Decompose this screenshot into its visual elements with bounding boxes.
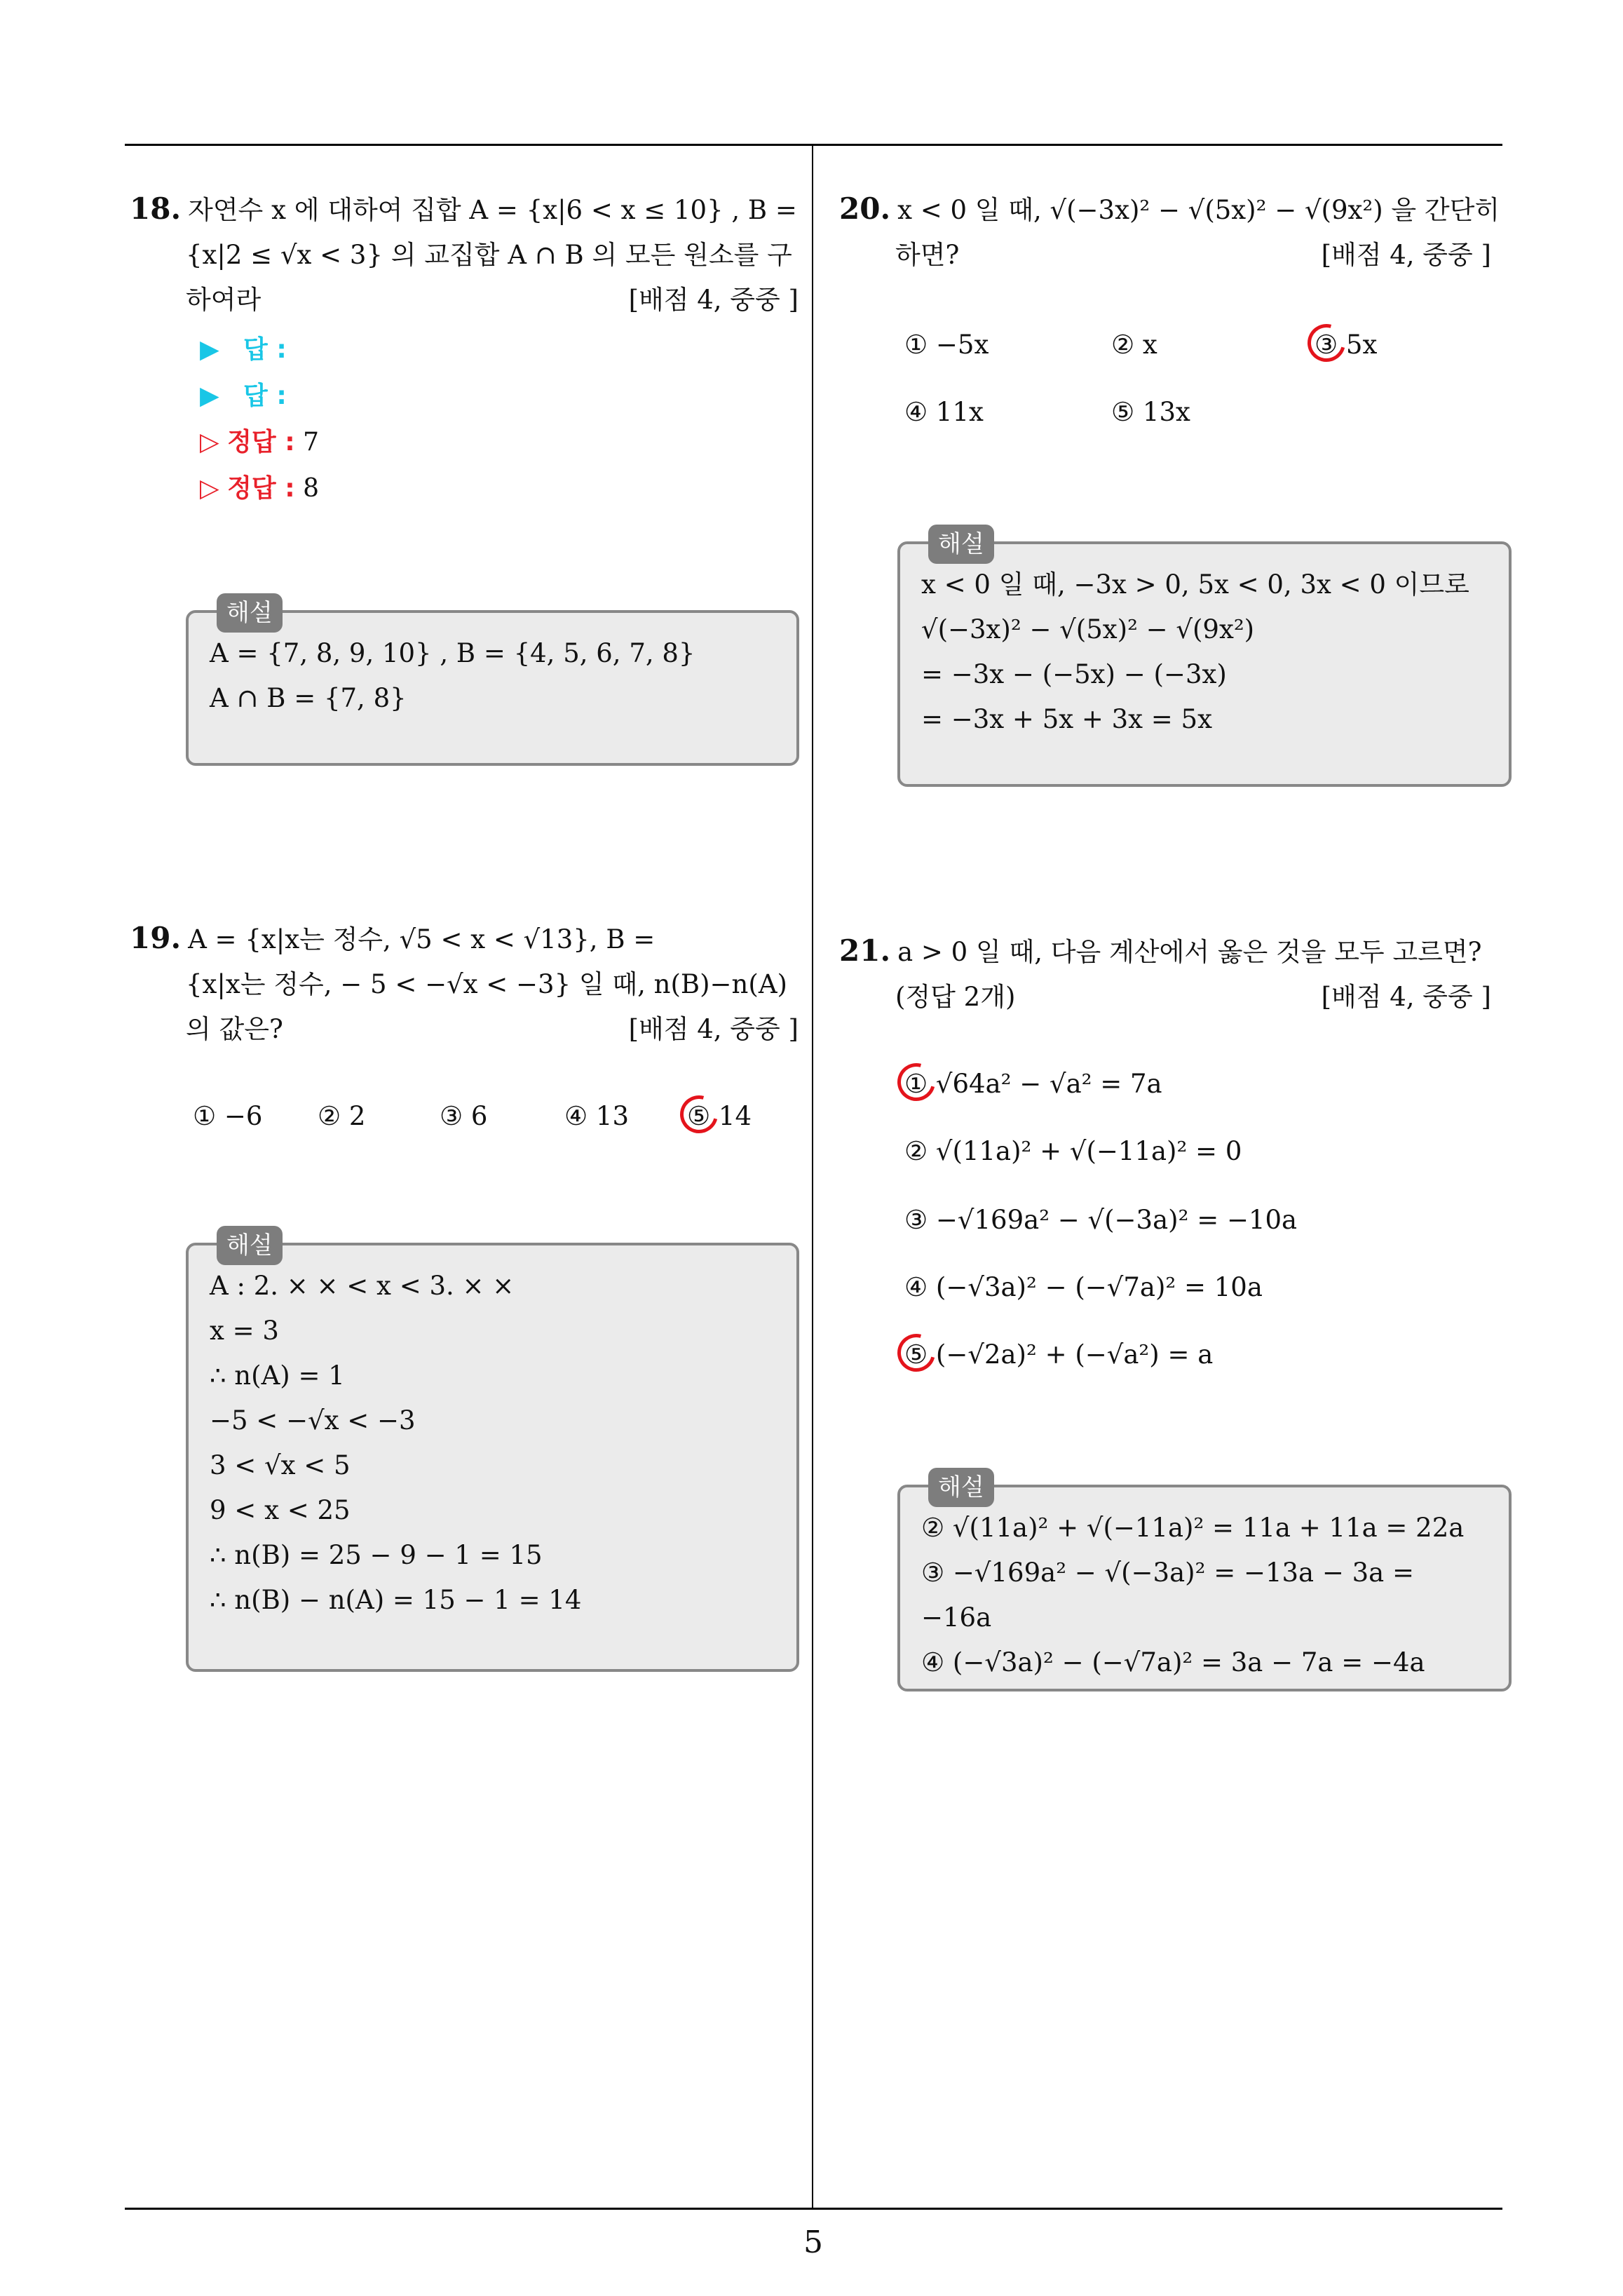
solution-line: √(−3x)² − √(5x)² − √(9x²)	[921, 614, 1255, 644]
problem-number: 19.	[130, 921, 182, 955]
solution-box-18	[186, 599, 799, 766]
score-meta: [배점 4, 중중 ]	[628, 285, 799, 315]
solution-line: ∴ n(B) = 25 − 9 − 1 = 15	[210, 1540, 543, 1570]
choice-2[interactable]: ② x	[1111, 330, 1157, 360]
arrow-blue-icon: ▶	[200, 335, 219, 364]
problem-21-line-1: 21. a > 0 일 때, 다음 계산에서 옳은 것을 모두 고르면?	[839, 933, 1482, 968]
solution-box-21	[897, 1473, 1512, 1691]
answer-area	[130, 327, 801, 512]
problem-19	[130, 916, 801, 1052]
score-meta: [배점 4, 중중 ]	[1321, 240, 1491, 270]
choice-2[interactable]: ② 2	[318, 1101, 366, 1131]
choices-19	[193, 1101, 796, 1143]
problem-20-line-1: 20. x < 0 일 때, √(−3x)² − √(5x)² − √(9x²) 을 간단히	[839, 191, 1500, 226]
solution-box-19	[186, 1231, 799, 1672]
selected-circle-icon	[1301, 317, 1352, 369]
answer-blank-1[interactable]: ▶ 답 :	[200, 335, 287, 364]
choice-4[interactable]: ④ 13	[564, 1101, 630, 1131]
bottom-rule	[125, 2208, 1502, 2210]
problem-19-line-2: {x|x는 정수, − 5 < −√x < −3} 일 때, n(B)−n(A)	[186, 969, 787, 999]
problem-21-line-2: (정답 2개) [배점 4, 중중 ]	[839, 975, 1505, 1020]
problem-18-line-2: {x|2 ≤ √x < 3} 의 교집합 A ∩ B 의 모든 원소를 구	[186, 240, 792, 270]
selected-circle-icon	[890, 1327, 942, 1379]
solution-line: A = {7, 8, 9, 10} , B = {4, 5, 6, 7, 8}	[210, 638, 695, 668]
correct-answer-2: ▷ 정답 : 8	[200, 474, 319, 503]
column-divider	[812, 144, 813, 2209]
problem-number: 21.	[839, 933, 891, 968]
solution-line: 3 < √x < 5	[210, 1450, 351, 1480]
choice-4[interactable]: ④ (−√3a)² − (−√7a)² = 10a	[904, 1272, 1263, 1302]
solution-tab: 해설	[217, 1226, 283, 1265]
choice-5-selected[interactable]: ⑤ (−√2a)² + (−√a²) = a	[904, 1339, 1213, 1370]
arrow-red-icon: ▷	[200, 474, 219, 503]
arrow-blue-icon: ▶	[200, 381, 219, 410]
score-meta: [배점 4, 중중 ]	[628, 1014, 799, 1044]
choice-1[interactable]: ① −6	[193, 1101, 263, 1131]
choice-2[interactable]: ② √(11a)² + √(−11a)² = 0	[904, 1136, 1242, 1166]
choice-1-selected[interactable]: ① √64a² − √a² = 7a	[904, 1069, 1162, 1099]
problem-number: 20.	[839, 191, 891, 226]
solution-line: ④ (−√3a)² − (−√7a)² = 3a − 7a = −4a	[921, 1647, 1425, 1677]
solution-line: x < 0 일 때, −3x > 0, 5x < 0, 3x < 0 이므로	[921, 569, 1469, 600]
choice-4[interactable]: ④ 11x	[904, 397, 984, 427]
choice-5[interactable]: ⑤ 13x	[1111, 397, 1190, 427]
selected-circle-icon	[673, 1088, 725, 1140]
page-number: 5	[803, 2224, 823, 2260]
problem-20-line-2: 하면? [배점 4, 중중 ]	[839, 233, 1505, 278]
solution-line: A ∩ B = {7, 8}	[210, 683, 407, 713]
correct-answer-1: ▷ 정답 : 7	[200, 428, 319, 457]
choice-3[interactable]: ③ −√169a² − √(−3a)² = −10a	[904, 1205, 1298, 1235]
solution-line: A : 2. × × < x < 3. × ×	[210, 1271, 515, 1301]
answer-blank-2[interactable]: ▶ 답 :	[200, 381, 287, 410]
solution-line: ② √(11a)² + √(−11a)² = 11a + 11a = 22a	[921, 1513, 1465, 1543]
choice-1[interactable]: ① −5x	[904, 330, 989, 360]
solution-line: = −3x + 5x + 3x = 5x	[921, 704, 1212, 734]
solution-line: = −3x − (−5x) − (−3x)	[921, 659, 1227, 689]
choice-3[interactable]: ③ 6	[440, 1101, 488, 1131]
solution-line: ∴ n(B) − n(A) = 15 − 1 = 14	[210, 1585, 582, 1615]
arrow-red-icon: ▷	[200, 428, 219, 457]
choice-5-selected[interactable]: ⑤ 14	[687, 1101, 752, 1131]
choices-21	[904, 1069, 1493, 1377]
score-meta: [배점 4, 중중 ]	[1321, 982, 1491, 1012]
choices-20	[904, 330, 1493, 428]
solution-line: ∴ n(A) = 1	[210, 1360, 345, 1391]
problem-19-line-3: 의 값은? [배점 4, 중중 ]	[130, 1007, 801, 1052]
problem-18-line-1: 18. 자연수 x 에 대하여 집합 A = {x|6 < x ≤ 10} , B =	[130, 191, 797, 226]
solution-tab: 해설	[928, 525, 994, 564]
top-rule	[125, 144, 1502, 146]
choice-3-selected[interactable]: ③ 5x	[1315, 330, 1377, 360]
problem-number: 18.	[130, 191, 182, 226]
problem-21	[839, 928, 1505, 1020]
solution-line: ③ −√169a² − √(−3a)² = −13a − 3a = −16a	[921, 1558, 1414, 1633]
problem-18-line-3: 하여라 [배점 4, 중중 ]	[130, 278, 801, 323]
solution-line: −5 < −√x < −3	[210, 1405, 416, 1436]
solution-line: 9 < x < 25	[210, 1495, 351, 1525]
solution-box-20	[897, 530, 1512, 787]
problem-18	[130, 187, 801, 512]
solution-line: x = 3	[210, 1316, 279, 1346]
solution-tab: 해설	[928, 1468, 994, 1507]
problem-20	[839, 187, 1505, 278]
problem-19-line-1: 19. A = {x|x는 정수, √5 < x < √13}, B =	[130, 921, 656, 955]
solution-tab: 해설	[217, 593, 283, 633]
selected-circle-icon	[890, 1056, 942, 1108]
